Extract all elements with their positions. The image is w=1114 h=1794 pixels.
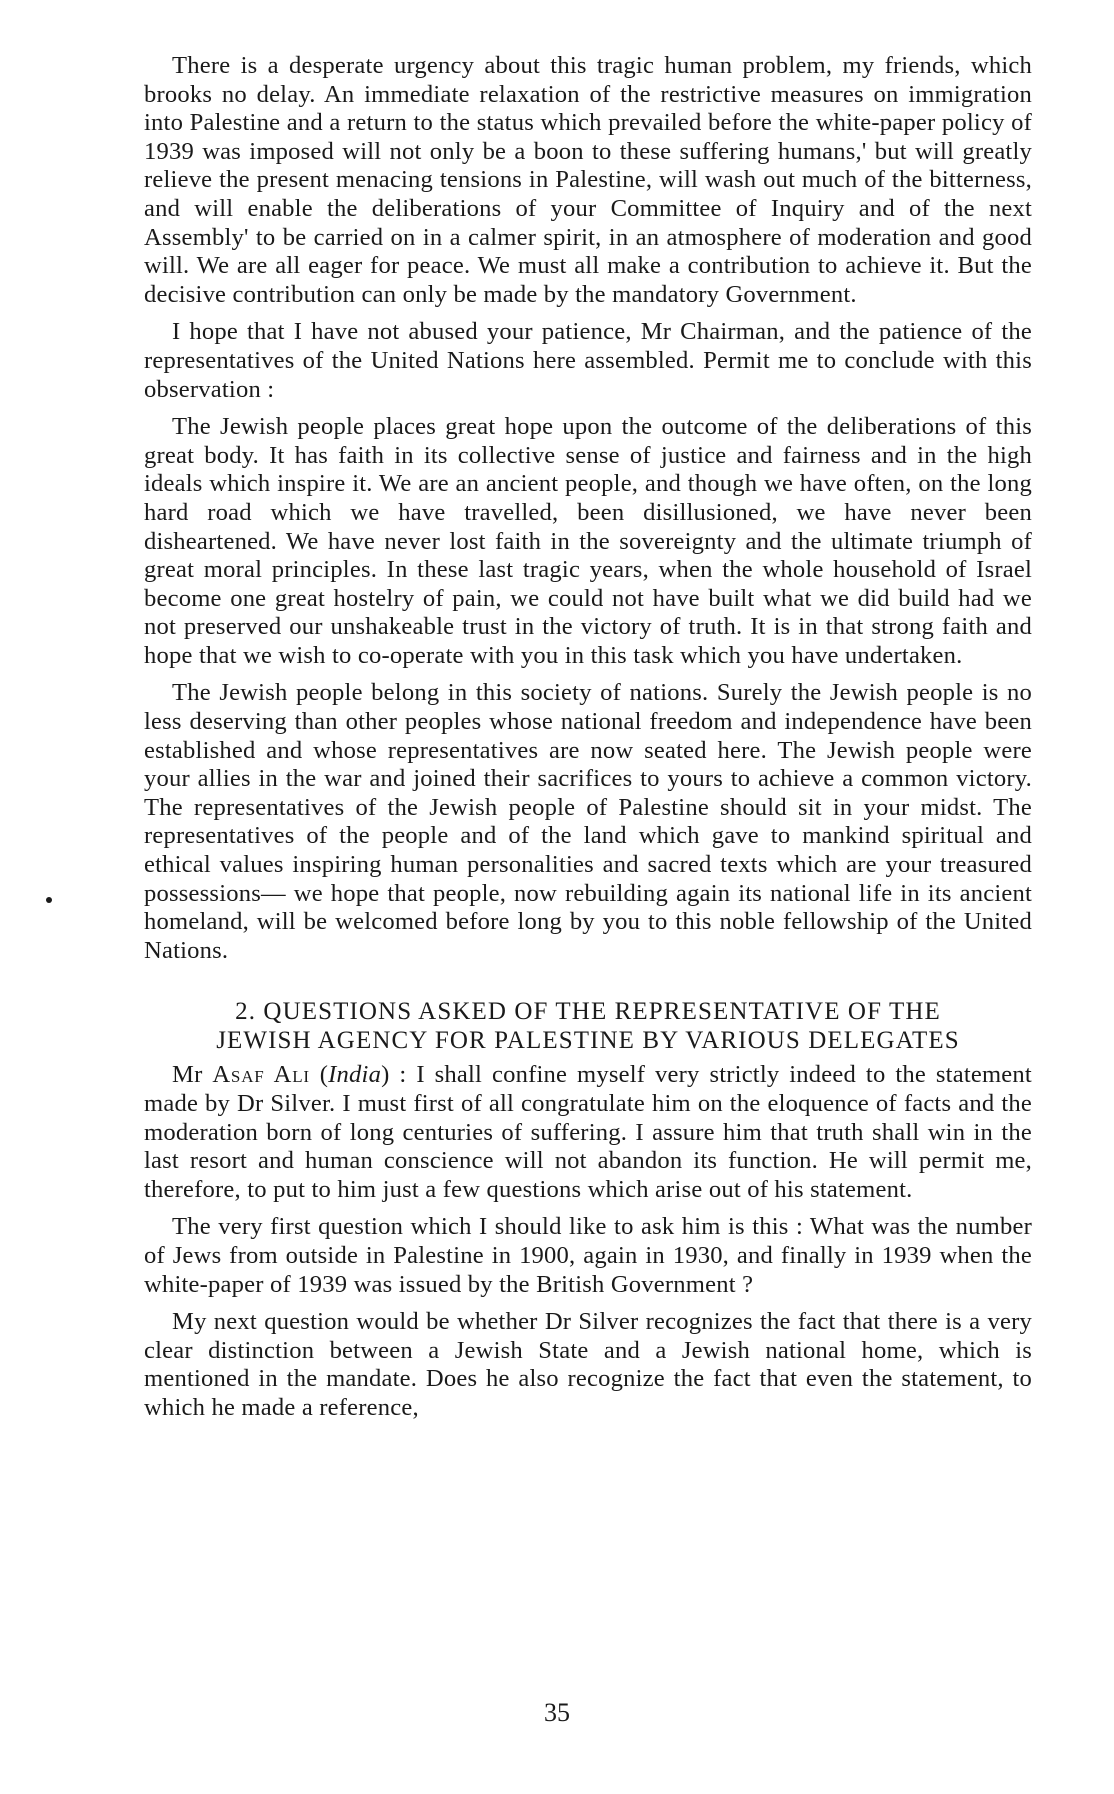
speaker-colon: : xyxy=(389,1061,407,1089)
paragraph-first-question: The very first question which I should like to ask him is this : What was the number of Jews from outside in Palestine in 1900, again in 1930, and finally in 1939 when the white-paper of 1939 was issued by the British Government ? xyxy=(144,1213,1032,1298)
speaker-statement: I shall confine myself very strictly indeed to the statement made by Dr Silver. I must first of all congratulate him on the eloquence of facts and the moderation born of long centuries of suffering. I assure him that truth shall win in the last resort and human conscience will not abandon its function. He will permit me, therefore, to put to him just a few questions which arise out of his statement. xyxy=(144,1061,1032,1203)
main-text-column xyxy=(144,52,1032,1432)
speaker-paren-open: ( xyxy=(319,1061,329,1089)
section-heading-line-2: JEWISH AGENCY FOR PALESTINE BY VARIOUS DELEGATES xyxy=(216,1027,960,1055)
paragraph-next-question: My next question would be whether Dr Silver recognizes the fact that there is a very clear distinction between a Jewish State and a Jewish national home, which is mentioned in the mandate. Does he also recognize the fact that even the statement, to which he made a reference, xyxy=(144,1308,1032,1421)
speaker-name: Asaf Ali xyxy=(212,1061,310,1089)
margin-mark xyxy=(46,897,52,903)
paragraph-society-of-nations: The Jewish people belong in this society of nations. Surely the Jewish people is no less deserving than other peoples whose national freedom and independence have been established and whose representatives are now seated here. The Jewish people were your allies in the war and joined their sacrifices to yours to achieve a common victory. The representatives of the Jewish people of Palestine should sit in your midst. The representatives of the people and of the land which gave to mankind spiritual and ethical values inspiring human personalities and sacred texts which are your treasured possessions— we hope that people, now rebuilding again its national life in its ancient homeland, will be welcomed before long by you to this noble fellowship of the United Nations. xyxy=(144,679,1032,964)
section-heading-line-1: 2. QUESTIONS ASKED OF THE REPRESENTATIVE OF THE xyxy=(235,998,941,1026)
section-heading xyxy=(144,997,1032,1055)
paragraph-urgency: There is a desperate urgency about this tragic human problem, my friends, which brooks no delay. An immediate relaxation of the restrictive measures on immigration into Palestine and a return to the status which prevailed before the white-paper policy of 1939 was imposed will not only be a boon to these suffering humans,' but will greatly relieve the present menacing tensions in Palestine, will wash out much of the bitterness, and will enable the deliberations of your Committee of Inquiry and of the next Assembly' to be carried on in a calmer spirit, in an atmosphere of moderation and good will. We are all eager for peace. We must all make a contribution to achieve it. But the decisive contribution can only be made by the mandatory Government. xyxy=(144,52,1032,308)
speaker-prefix: Mr xyxy=(172,1061,203,1089)
speaker-country: India xyxy=(328,1061,382,1089)
paragraph-jewish-hope: The Jewish people places great hope upon the outcome of the deliberations of this great body. It has faith in its collective sense of justice and fairness and in the high ideals which inspire it. We are an ancient people, and though we have often, on the long hard road which we have travelled, been disillusioned, we have never been disheartened. We have never lost faith in the sovereignty and the ultimate triumph of great moral principles. In these last tragic years, when the whole household of Israel become one great hostelry of pain, we could not have built what we did build had we not preserved our unshakeable trust in the victory of truth. It is in that strong faith and hope that we wish to co-operate with you in this task which you have undertaken. xyxy=(144,413,1032,669)
paragraph-patience: I hope that I have not abused your patience, Mr Chairman, and the patience of the representatives of the United Nations here assembled. Permit me to conclude with this observation : xyxy=(144,318,1032,403)
page-number: 35 xyxy=(544,1698,570,1727)
paragraph-asaf-ali xyxy=(144,1061,1032,1204)
speaker-paren-close: ) xyxy=(381,1061,390,1089)
